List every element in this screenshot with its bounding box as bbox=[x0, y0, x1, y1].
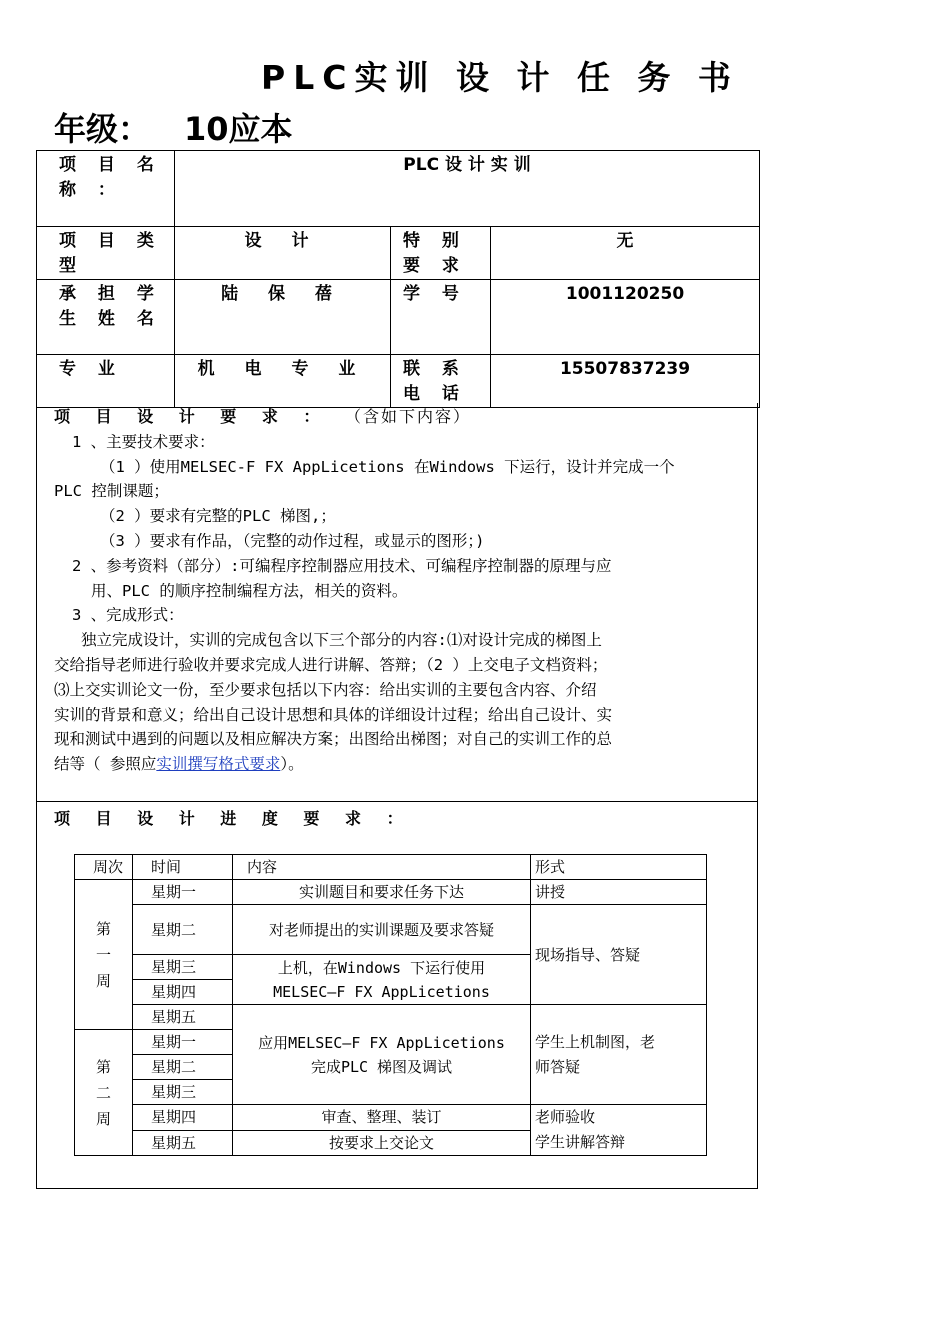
student-id-value: 1001120250 bbox=[491, 280, 760, 355]
req-last-prefix: 结等（ 参照应 bbox=[54, 755, 157, 774]
info-table bbox=[36, 150, 760, 408]
day-cell: 星期四 bbox=[133, 980, 233, 1005]
requirements-heading bbox=[54, 405, 749, 430]
day-cell: 星期四 bbox=[133, 1105, 233, 1131]
req-line: （3 ）要求有作品，（完整的动作过程，或显示的图形；) bbox=[100, 531, 485, 550]
week-1-label: 第一周 bbox=[95, 919, 111, 990]
req-line: 用、PLC 的顺序控制编程方法，相关的资料。 bbox=[91, 581, 408, 600]
week-2 bbox=[75, 1030, 133, 1156]
project-type-label: 项 目 类 型 bbox=[37, 227, 175, 280]
day-cell: 星期一 bbox=[133, 1030, 233, 1055]
major-label: 专 业 bbox=[37, 355, 175, 408]
student-label: 承 担 学 生 姓 名 bbox=[37, 280, 175, 355]
grade-label: 年级： bbox=[54, 110, 151, 148]
phone-label: 联 系 电 话 bbox=[391, 355, 491, 408]
header-week: 周次 bbox=[75, 855, 133, 880]
day-cell: 星期三 bbox=[133, 1080, 233, 1105]
req-line: 2 、参考资料（部分）:可编程序控制器应用技术、可编程序控制器的原理与应 bbox=[72, 556, 612, 575]
document-title: PLC实训 设 计 任 务 书 bbox=[261, 58, 739, 97]
content-cell: 上机，在Windows 下运行使用MELSEC—F FX AppLicetions bbox=[233, 955, 531, 1005]
grade-line bbox=[54, 104, 293, 150]
content-cell: 实训题目和要求任务下达 bbox=[233, 880, 531, 905]
header-form: 形式 bbox=[531, 855, 707, 880]
req-line: ⑶上交实训论文一份，至少要求包括以下内容：给出实训的主要包含内容、介绍 bbox=[54, 680, 597, 699]
format-requirements-link[interactable]: 实训撰写格式要求 bbox=[156, 755, 281, 774]
form-cell bbox=[531, 1005, 707, 1105]
requirements-heading-note: （含如下内容） bbox=[345, 407, 472, 426]
day-cell: 星期二 bbox=[133, 1055, 233, 1080]
progress-heading: 项 目 设 计 进 度 要 求 ： bbox=[54, 809, 413, 828]
schedule-table bbox=[74, 854, 707, 1156]
day-cell: 星期二 bbox=[133, 905, 233, 955]
form-text: 学生讲解答辩 bbox=[535, 1133, 626, 1151]
major-value: 机 电 专 业 bbox=[175, 355, 391, 408]
project-type-value: 设 计 bbox=[175, 227, 391, 280]
form-cell: 讲授 bbox=[531, 880, 707, 905]
req-line: （1 ）使用MELSEC-F FX AppLicetions 在Windows 下运行，设计并完成一个 bbox=[100, 457, 675, 476]
content-cell: 对老师提出的实训课题及要求答疑 bbox=[233, 905, 531, 955]
project-name-value: PLC 设 计 实 训 bbox=[175, 151, 760, 227]
req-line: 3 、完成形式： bbox=[72, 606, 184, 625]
day-cell: 星期五 bbox=[133, 1130, 233, 1156]
form-text: 老师验收 bbox=[535, 1108, 596, 1126]
day-cell: 星期五 bbox=[133, 1005, 233, 1030]
requirements-section bbox=[36, 403, 758, 802]
special-req-label: 特 别 要 求 bbox=[391, 227, 491, 280]
req-line: 1 、主要技术要求： bbox=[72, 432, 215, 451]
req-line: 现和测试中遇到的问题以及相应解决方案；出图给出梯图；对自己的实训工作的总 bbox=[54, 730, 613, 749]
form-cell: 现场指导、答疑 bbox=[531, 905, 707, 1005]
req-line: 独立完成设计，实训的完成包含以下三个部分的内容:⑴对设计完成的梯图上 bbox=[81, 631, 602, 650]
day-cell: 星期一 bbox=[133, 880, 233, 905]
content-cell: 审查、整理、装订 bbox=[233, 1105, 531, 1131]
req-line: 实训的背景和意义；给出自己设计思想和具体的详细设计过程；给出自己设计、实 bbox=[54, 705, 613, 724]
phone-value: 15507837239 bbox=[491, 355, 760, 408]
progress-section bbox=[36, 801, 758, 1189]
requirements-heading-text: 项 目 设 计 要 求 ： bbox=[54, 407, 330, 426]
day-cell: 星期三 bbox=[133, 955, 233, 980]
content-cell: 应用MELSEC—F FX AppLicetions 完成PLC 梯图及调试 bbox=[233, 1005, 531, 1105]
req-line: PLC 控制课题； bbox=[54, 482, 169, 501]
week-1 bbox=[75, 880, 133, 1030]
req-last-suffix: ）。 bbox=[280, 755, 304, 774]
req-line: 交给指导老师进行验收并要求完成人进行讲解、答辩；（2 ）上交电子文档资料； bbox=[54, 655, 608, 674]
header-content: 内容 bbox=[233, 855, 531, 880]
grade-value: 10应本 bbox=[184, 110, 293, 148]
req-line: （2 ）要求有完整的PLC 梯图,； bbox=[100, 507, 336, 526]
form-cell bbox=[531, 1105, 707, 1156]
form-text: 学生上机制图，老师答疑 bbox=[535, 1032, 656, 1076]
special-req-value: 无 bbox=[491, 227, 760, 280]
project-name-label: 项 目 名 称 ： bbox=[37, 151, 175, 227]
header-time: 时间 bbox=[133, 855, 233, 880]
req-last-line bbox=[54, 752, 749, 777]
student-id-label: 学 号 bbox=[391, 280, 491, 355]
week-2-label: 第二周 bbox=[95, 1057, 111, 1128]
student-name-value: 陆 保 蓓 bbox=[175, 280, 391, 355]
content-cell: 按要求上交论文 bbox=[233, 1130, 531, 1156]
